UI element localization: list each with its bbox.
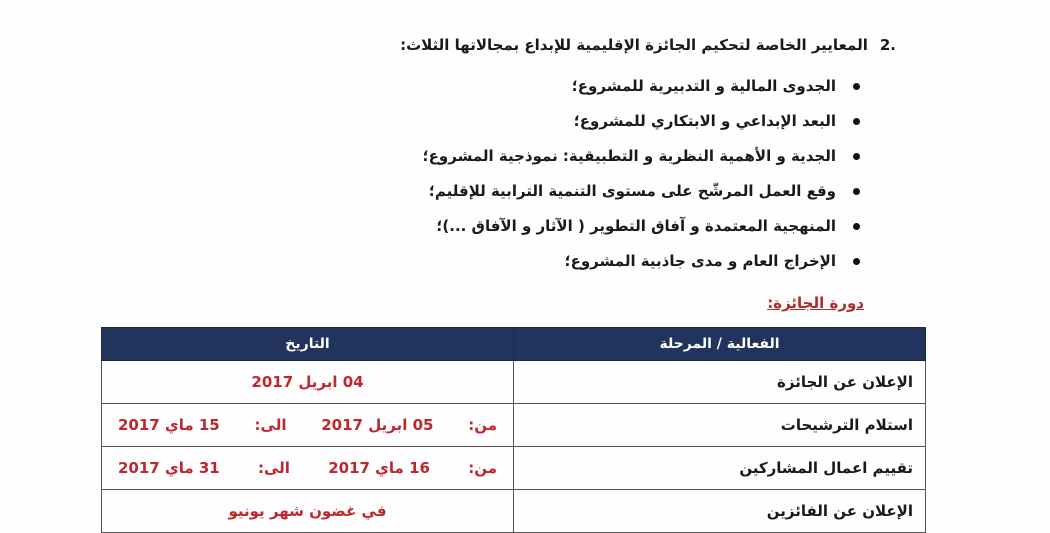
to-date: 31 ماي 2017 <box>118 459 220 477</box>
date-range-cell <box>102 447 514 490</box>
stage-cell: تقييم اعمال المشاركين <box>514 447 926 490</box>
bullet-icon <box>853 258 860 265</box>
table-header-row <box>102 328 926 361</box>
section-heading <box>400 36 896 54</box>
table-row <box>102 404 926 447</box>
stage-cell: الإعلان عن الجائزة <box>514 361 926 404</box>
table-row <box>102 447 926 490</box>
from-label: من: <box>468 459 497 477</box>
stage-cell: الإعلان عن الفائزين <box>514 490 926 533</box>
header-date: التاريخ <box>102 328 514 361</box>
section-number: .2 <box>879 36 896 54</box>
list-item: الإخراج العام و مدى جاذبية المشروع؛ <box>423 249 860 284</box>
to-label: الى: <box>254 416 287 434</box>
date-range-cell <box>102 404 514 447</box>
session-title: دورة الجائزة: <box>767 294 864 312</box>
from-date: 16 ماي 2017 <box>328 459 430 477</box>
table-row <box>102 490 926 533</box>
bullet-icon <box>853 118 860 125</box>
list-item: الجدية و الأهمية النظرية و التطبيقية: نموذجية المشروع؛ <box>423 144 860 179</box>
bullet-icon <box>853 188 860 195</box>
table-row <box>102 361 926 404</box>
criteria-list <box>423 74 860 284</box>
bullet-icon <box>853 153 860 160</box>
stage-cell: استلام الترشيحات <box>514 404 926 447</box>
to-label: الى: <box>258 459 290 477</box>
from-date: 05 ابريل 2017 <box>321 416 434 434</box>
bullet-icon <box>853 83 860 90</box>
header-stage: الفعالية / المرحلة <box>514 328 926 361</box>
from-label: من: <box>468 416 497 434</box>
to-date: 15 ماي 2017 <box>118 416 220 434</box>
schedule-table <box>101 327 926 533</box>
section-heading-text: المعايير الخاصة لتحكيم الجائزة الإقليمية للإبداع بمجالاتها الثلاث: <box>400 36 868 54</box>
date-cell: 04 ابريل 2017 <box>102 361 514 404</box>
list-item: البعد الإبداعي و الابتكاري للمشروع؛ <box>423 109 860 144</box>
list-item: الجدوى المالية و التدبيرية للمشروع؛ <box>423 74 860 109</box>
date-cell: في غضون شهر يونيو <box>102 490 514 533</box>
list-item: المنهجية المعتمدة و آفاق التطوير ( الآثار و الآفاق ...)؛ <box>423 214 860 249</box>
bullet-icon <box>853 223 860 230</box>
list-item: وقع العمل المرشّح على مستوى التنمية الترابية للإقليم؛ <box>423 179 860 214</box>
